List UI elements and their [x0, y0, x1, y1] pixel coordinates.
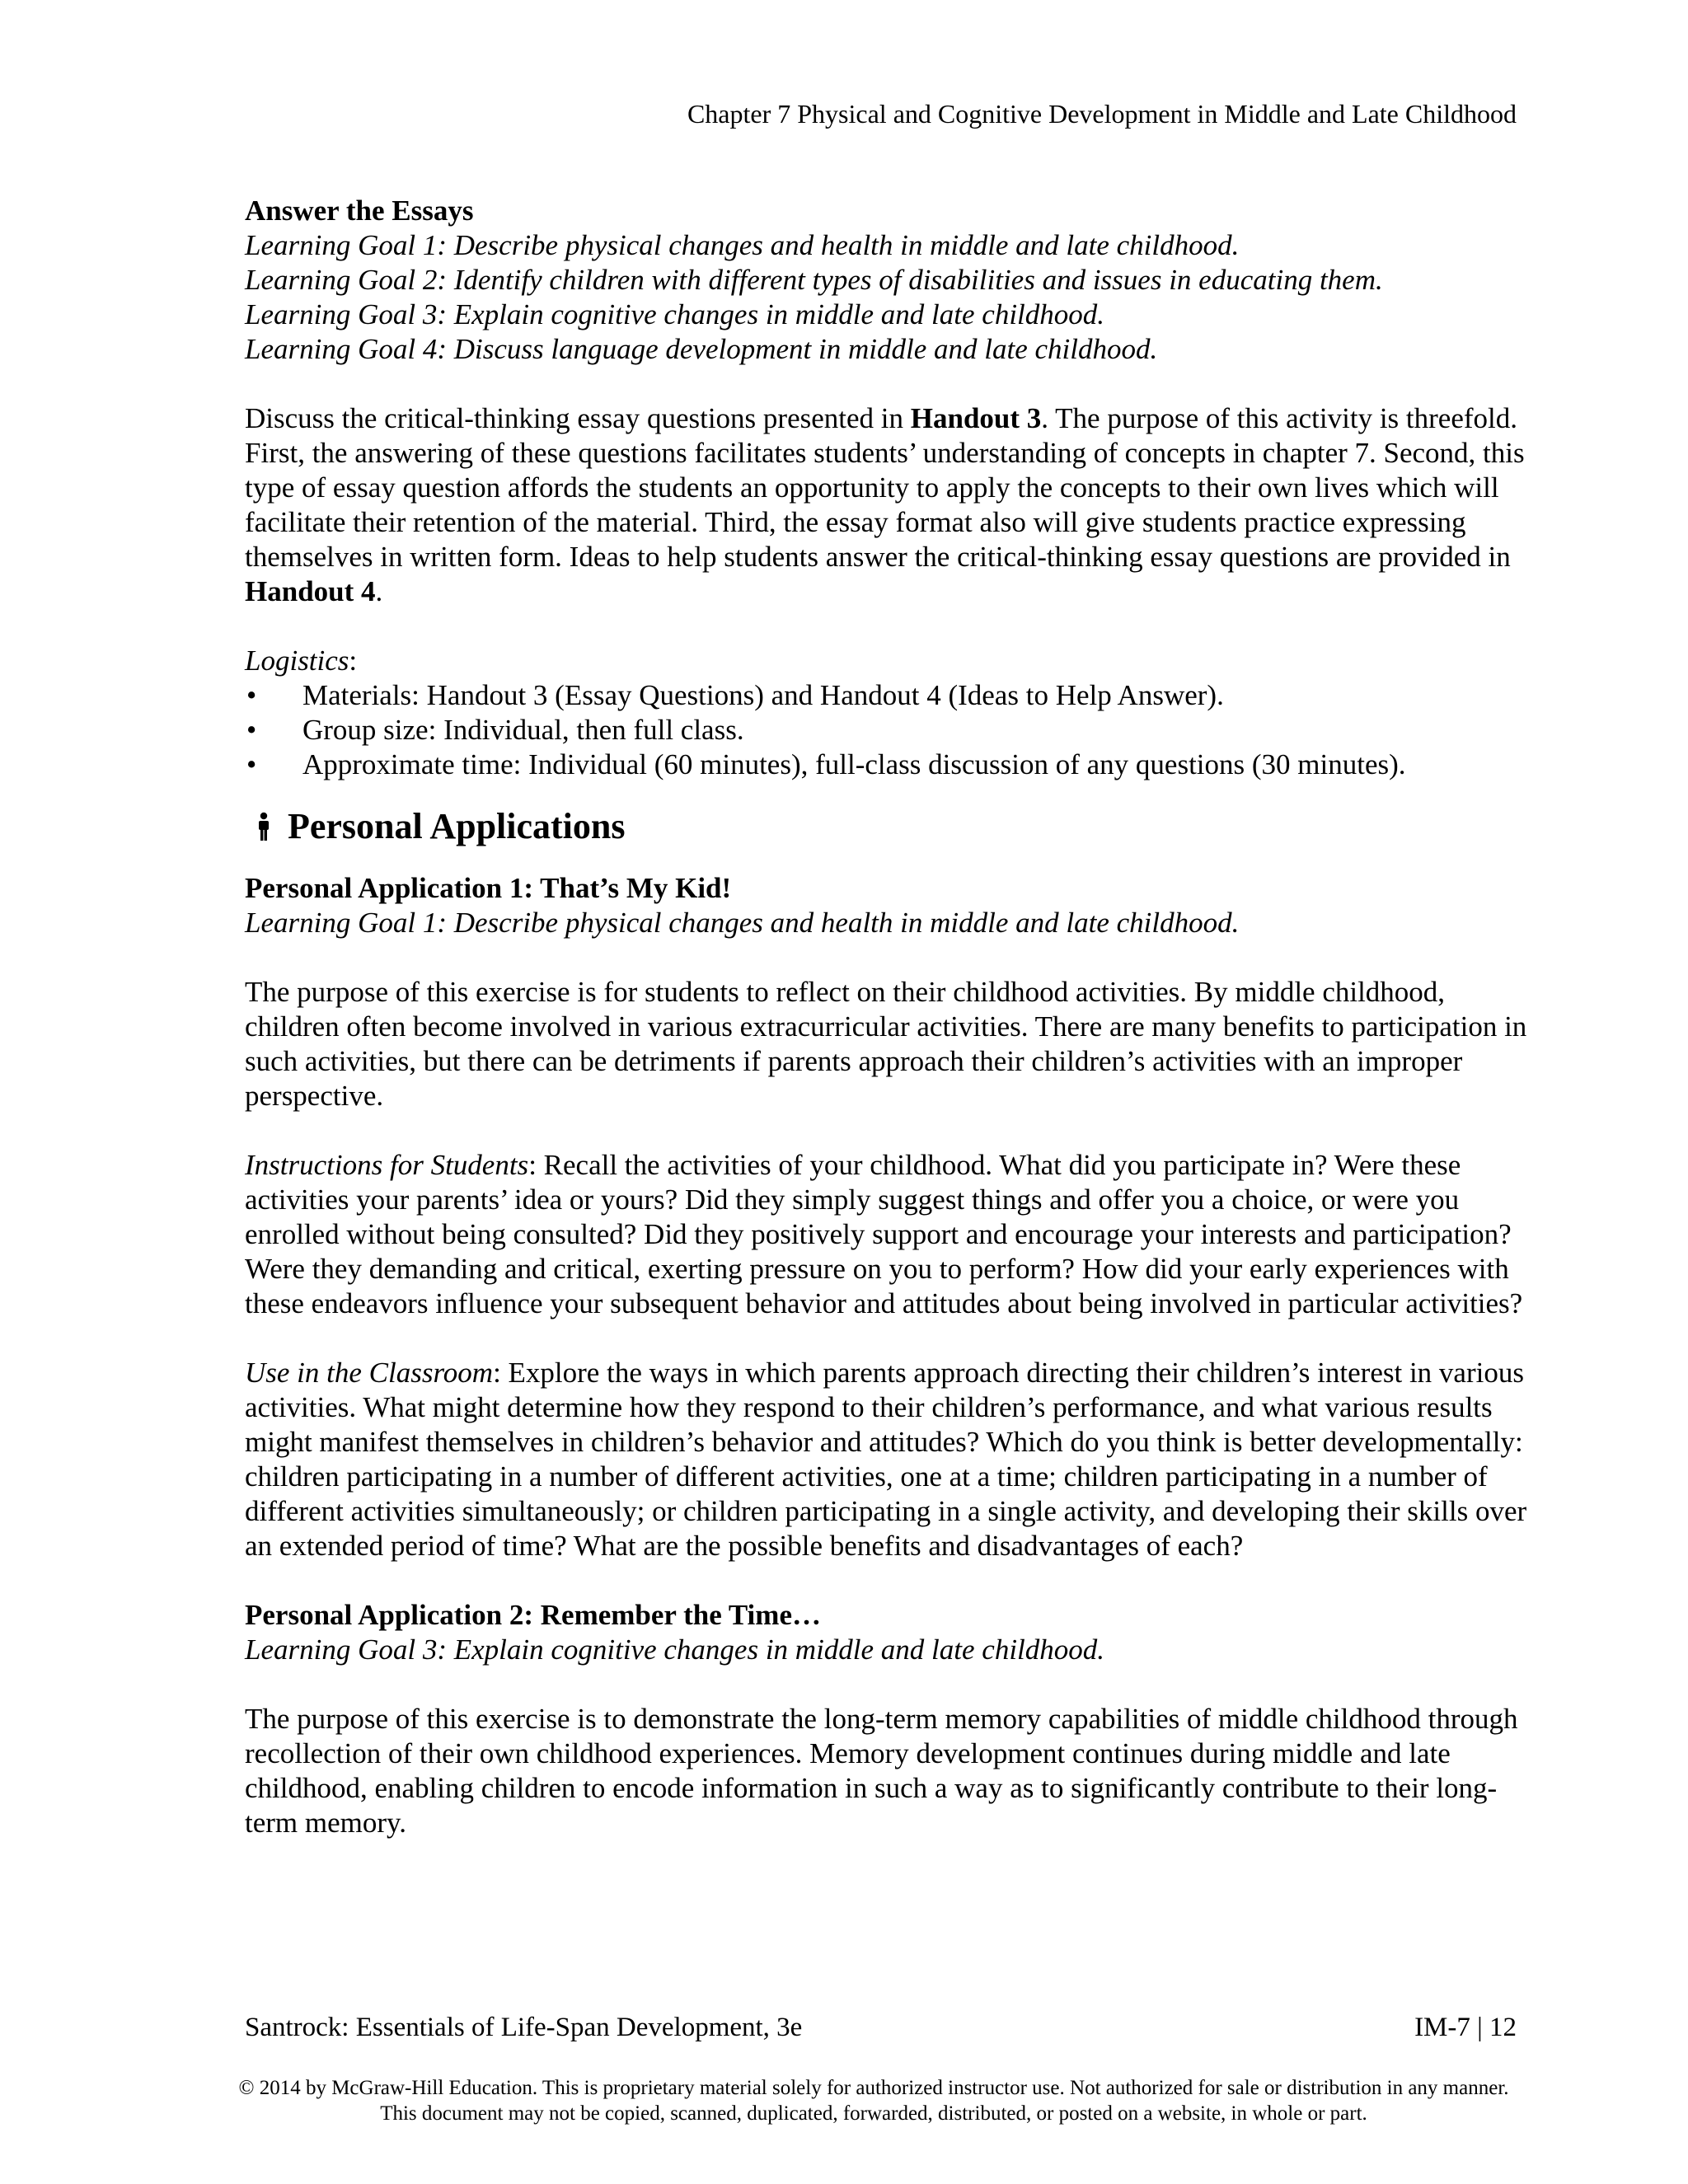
handout-3-ref: Handout 3 — [910, 402, 1042, 434]
essay-learning-goal-3: Learning Goal 3: Explain cognitive changes in middle and late childhood. — [245, 298, 1105, 330]
essay-learning-goal-1: Learning Goal 1: Describe physical changes and health in middle and late childhood. — [245, 229, 1240, 261]
app1-purpose: The purpose of this exercise is for students to reflect on their childhood activities. By middle childhood, children often become involved in various extracurricular activities. There are many benefits to participation in such activities, but there can be detriments if parents approach their children’s activities with an improper perspective. — [245, 976, 1527, 1112]
app1-instructions: Instructions for Students: Recall the activities of your childhood. What did you participate in? Were these activities your parents’ idea or yours? Did they simply suggest things and offer you a choice, or were you enrolled without being consulted? Did they positively support and encourage your interests and participation? Were they demanding and critical, exerting pressure on you to perform? How did your early experiences with these endeavors influence your subsequent behavior and attitudes about being involved in particular activities? — [245, 1149, 1523, 1319]
app2-learning-goal: Learning Goal 3: Explain cognitive changes in middle and late childhood. — [245, 1633, 1105, 1666]
footer-page-number: IM-7 | 12 — [1414, 2013, 1517, 2042]
copyright-notice: © 2014 by McGraw-Hill Education. This is proprietary material solely for authorized instructor use. Not authorized for sale or distribution in any manner. This document may not be copied, scanned, duplicated, forwarded, distributed, or posted on a website, in whole or part. — [238, 2077, 1509, 2125]
app1-learning-goal: Learning Goal 1: Describe physical changes and health in middle and late childhood. — [245, 907, 1240, 939]
app1-classroom: Use in the Classroom: Explore the ways in which parents approach directing their children’s interest in various activities. What might determine how they respond to their children’s performance, and what various results might manifest themselves in children’s behavior and attitudes? Which do you think is better developmentally: children participating in a number of different activities, one at a time; children participating in a number of different activities simultaneously; or children participating in a single activity, and developing their skills over an extended period of time? What are the possible benefits and disadvantages of each? — [245, 1357, 1527, 1562]
list-item: • Approximate time: Individual (60 minutes), full-class discussion of any questions (30 minutes). — [246, 748, 1406, 780]
handout-4-ref: Handout 4 — [245, 575, 376, 607]
bullet-icon: • — [246, 679, 257, 711]
logistics-list — [245, 678, 1531, 782]
essays-heading: Answer the Essays — [245, 194, 474, 227]
section-title-personal-applications: Personal Applications — [255, 805, 1531, 848]
essays-description: Discuss the critical-thinking essay questions presented in Handout 3. The purpose of this activity is threefold. First, the answering of these questions facilitates students’ understanding of concepts in chapter 7. Second, this type of essay question affords the students an opportunity to apply the concepts to their own lives which will facilitate their retention of the material. Third, the essay format also will give students practice expressing themselves in written form. Ideas to help students answer the critical-thinking essay questions are provided in Handout 4. — [245, 402, 1525, 607]
list-item: • Group size: Individual, then full class. — [246, 714, 744, 746]
bullet-icon: • — [246, 748, 257, 780]
logistics-label: Logistics: — [245, 644, 358, 677]
list-item: • Materials: Handout 3 (Essay Questions) and Handout 4 (Ideas to Help Answer). — [246, 679, 1224, 711]
essay-learning-goal-2: Learning Goal 2: Identify children with different types of disabilities and issues in educating them. — [245, 264, 1383, 296]
app1-title: Personal Application 1: That’s My Kid! — [245, 872, 732, 904]
essay-learning-goal-4: Learning Goal 4: Discuss language development in middle and late childhood. — [245, 333, 1158, 365]
bullet-icon: • — [246, 714, 257, 746]
person-icon — [255, 812, 273, 841]
running-header: Chapter 7 Physical and Cognitive Development in Middle and Late Childhood — [687, 99, 1517, 129]
page-content — [245, 194, 1531, 1840]
app2-title: Personal Application 2: Remember the Time… — [245, 1599, 821, 1631]
footer-book-title: Santrock: Essentials of Life-Span Development, 3e — [245, 2013, 803, 2042]
app2-purpose: The purpose of this exercise is to demonstrate the long-term memory capabilities of middle childhood through recollection of their own childhood experiences. Memory development continues during middle and late childhood, enabling children to encode information in such a way as to significantly contribute to their long-term memory. — [245, 1703, 1518, 1839]
